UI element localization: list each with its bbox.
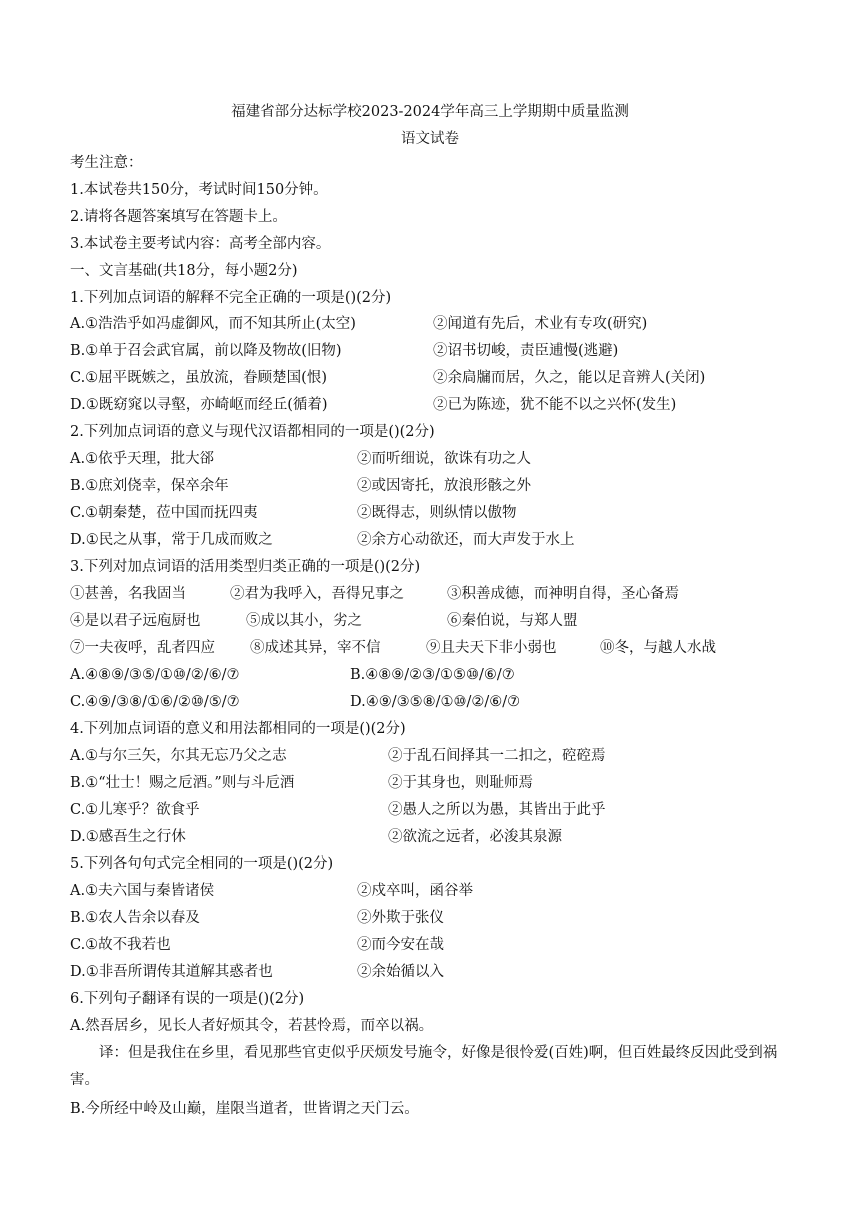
option-text: C.①故不我若也: [70, 937, 171, 953]
option-text: ②或因寄托，放浪形骸之外: [357, 478, 531, 494]
item-text: ⑦一夫夜呼，乱者四应: [70, 640, 215, 656]
option-text: ②欲流之远者，必浚其泉源: [388, 829, 562, 845]
notice-item: 3.本试卷主要考试内容：高考全部内容。: [70, 236, 331, 252]
item-text: ⑥秦伯说，与郑人盟: [447, 613, 578, 629]
option-text: ②闻道有先后，术业有专攻(研究): [433, 316, 648, 332]
item-text: ③积善成德，而神明自得，圣心备焉: [447, 586, 679, 602]
notice-item: 2.请将各题答案填写在答题卡上。: [70, 209, 287, 225]
question-stem: 4.下列加点词语的意义和用法都相同的一项是()(2分): [70, 721, 406, 737]
item-text: ⑩冬，与越人水战: [600, 640, 716, 656]
option-text: ②而听细说，欲诛有功之人: [357, 451, 531, 467]
option-text: ②而今安在哉: [357, 937, 444, 953]
option-text: ②于其身也，则耻师焉: [388, 775, 533, 791]
option-text: C.④⑨/③⑧/①⑥/②⑩/⑤/⑦: [70, 694, 240, 710]
option-text: B.①单于召会武官属，前以降及物故(旧物): [70, 343, 342, 359]
option-text: ②外欺于张仪: [357, 910, 444, 926]
option-text: ②余方心动欲还，而大声发于水上: [357, 532, 575, 548]
option-text: ②诏书切峻，责臣逋慢(逃避): [433, 343, 619, 359]
option-text: B.今所经中岭及山巅，崖限当道者，世皆谓之天门云。: [70, 1101, 419, 1117]
exam-subtitle: 语文试卷: [401, 131, 459, 147]
option-text: B.①“壮士！赐之卮酒。”则与斗卮酒: [70, 775, 295, 791]
notice-item: 1.本试卷共150分，考试时间150分钟。: [70, 182, 328, 198]
option-text: D.①民之从事，常于几成而败之: [70, 532, 273, 548]
option-text: A.①浩浩乎如冯虚御风，而不知其所止(太空): [70, 316, 356, 332]
question-stem: 2.下列加点词语的意义与现代汉语都相同的一项是()(2分): [70, 424, 435, 440]
item-text: ②君为我呼入，吾得兄事之: [230, 586, 404, 602]
option-text: D.①既窈窕以寻壑，亦崎岖而经丘(循着): [70, 397, 328, 413]
option-text: A.然吾居乡，见长人者好烦其令，若甚怜焉，而卒以祸。: [70, 1018, 434, 1034]
option-text: ②余扃牖而居，久之，能以足音辨人(关闭): [433, 370, 706, 386]
option-text: ②愚人之所以为愚，其皆出于此乎: [388, 802, 606, 818]
option-text: ②于乱石间择其一二扣之，硿硿焉: [388, 748, 606, 764]
question-stem: 6.下列句子翻译有误的一项是()(2分): [70, 991, 305, 1007]
option-text: C.①儿寒乎？欲食乎: [70, 802, 200, 818]
option-text: B.①庶刘侥幸，保卒余年: [70, 478, 229, 494]
item-text: ④是以君子远庖厨也: [70, 613, 201, 629]
option-text: B.④⑧⑨/②③/①⑤⑩/⑥/⑦: [350, 667, 515, 683]
notice-heading: 考生注意：: [70, 155, 143, 171]
option-text: C.①屈平既嫉之，虽放流，眷顾楚国(恨): [70, 370, 327, 386]
option-text: D.①感吾生之行休: [70, 829, 186, 845]
section-heading: 一、文言基础(共18分，每小题2分): [70, 263, 298, 279]
item-text: ①甚善，名我固当: [70, 586, 186, 602]
option-text: A.①与尔三矢，尔其无忘乃父之志: [70, 748, 287, 764]
option-text: B.①农人告余以春及: [70, 910, 200, 926]
item-text: ⑨且夫天下非小弱也: [426, 640, 557, 656]
option-text: D.④⑨/③⑤⑧/①⑩/②/⑥/⑦: [350, 694, 521, 710]
option-text: A.①夫六国与秦皆诸侯: [70, 883, 215, 899]
item-text: ⑤成以其小，劣之: [246, 613, 362, 629]
exam-title: 福建省部分达标学校2023-2024学年高三上学期期中质量监测: [231, 104, 629, 120]
option-text: C.①朝秦楚，莅中国而抚四夷: [70, 505, 258, 521]
option-text: A.①依乎天理，批大郤: [70, 451, 215, 467]
option-text: D.①非吾所谓传其道解其惑者也: [70, 964, 273, 980]
question-stem: 5.下列各句句式完全相同的一项是()(2分): [70, 856, 334, 872]
option-text: ②已为陈迹，犹不能不以之兴怀(发生): [433, 397, 677, 413]
option-text: ②余始循以入: [357, 964, 444, 980]
option-text: ②既得志，则纵情以傲物: [357, 505, 517, 521]
question-stem: 3.下列对加点词语的活用类型归类正确的一项是()(2分): [70, 559, 421, 575]
translation-text: 译：但是我住在乡里，看见那些官吏似乎厌烦发号施令，好像是很怜爱(百姓)啊，但百姓最终反因此受到祸害。: [70, 1045, 778, 1088]
item-text: ⑧成述其异，宰不信: [250, 640, 381, 656]
option-text: A.④⑧⑨/③⑤/①⑩/②/⑥/⑦: [70, 667, 240, 683]
option-text: ②戍卒叫，函谷举: [357, 883, 473, 899]
question-stem: 1.下列加点词语的解释不完全正确的一项是()(2分): [70, 290, 392, 306]
